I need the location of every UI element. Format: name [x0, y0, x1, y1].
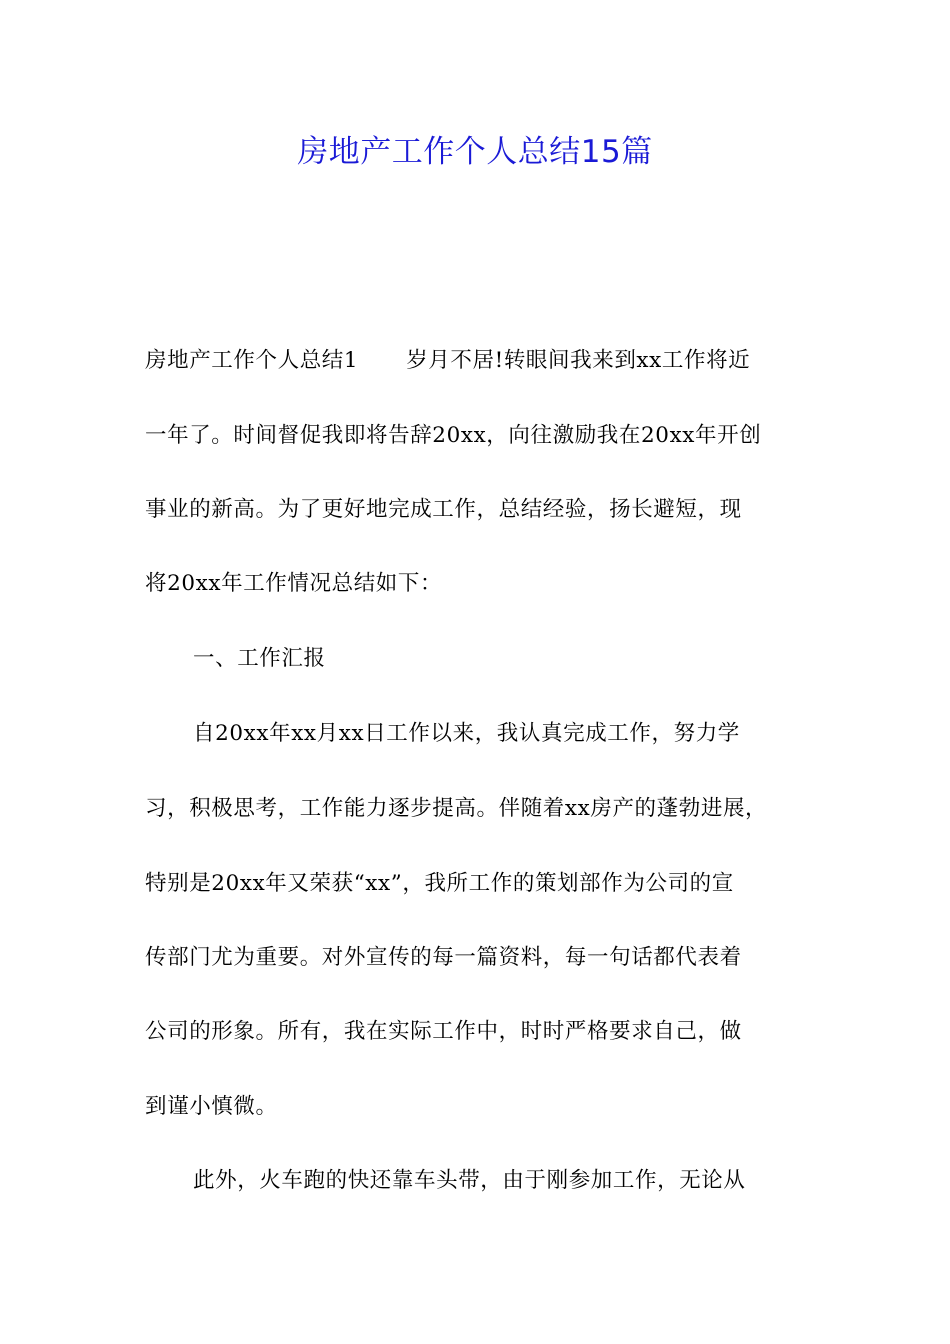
paragraph-line: 传部门尤为重要。对外宣传的每一篇资料，每一句话都代表着: [145, 945, 742, 970]
paragraph-line: 将20xx年工作情况总结如下：: [145, 571, 443, 596]
paragraph-text: 岁月不居!转眼间我来到xx工作将近: [406, 348, 751, 373]
paragraph-line: 自20xx年xx月xx日工作以来，我认真完成工作，努力学: [193, 721, 740, 746]
paragraph-line: [145, 345, 825, 377]
document-title: 房地产工作个人总结15篇: [297, 134, 653, 170]
paragraph-line: 习，积极思考，工作能力逐步提高。伴随着xx房产的蓬勃进展，: [145, 796, 768, 821]
paragraph-line: 一年了。时间督促我即将告辞20xx，向往激励我在20xx年开创: [145, 423, 762, 448]
section-heading: 房地产工作个人总结1: [145, 348, 359, 373]
paragraph-line: 公司的形象。所有，我在实际工作中，时时严格要求自己，做: [145, 1019, 742, 1044]
paragraph-line: 事业的新高。为了更好地完成工作，总结经验，扬长避短，现: [145, 497, 742, 522]
paragraph-line: 特别是20xx年又荣获“xx”，我所工作的策划部作为公司的宣: [145, 871, 734, 896]
paragraph-line: 此外，火车跑的快还靠车头带，由于刚参加工作，无论从: [193, 1168, 746, 1193]
paragraph-line: 到谨小慎微。: [145, 1094, 278, 1119]
section-heading: 一、工作汇报: [193, 646, 326, 671]
